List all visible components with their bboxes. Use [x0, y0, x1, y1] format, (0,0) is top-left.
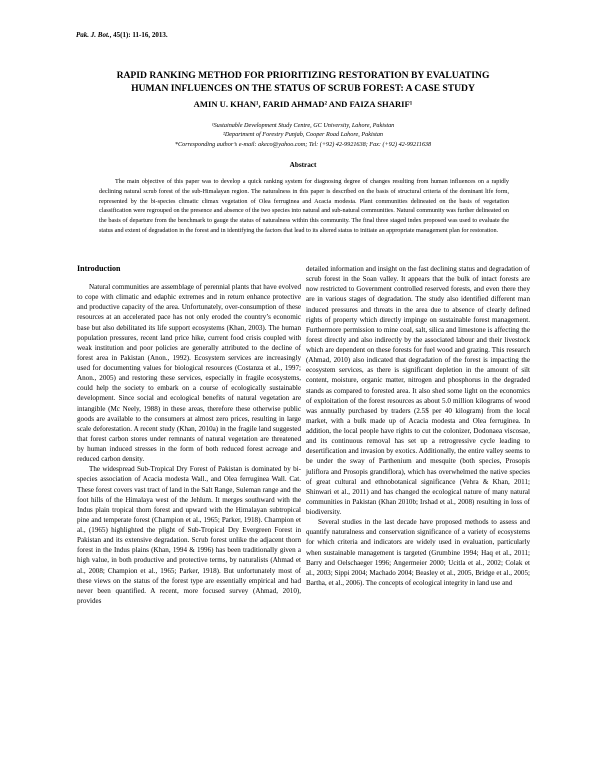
- abstract-body: The main objective of this paper was to develop a quick ranking system for diagnosing degree of changes resulting from human influences on a rapidly declining natural scrub forest of the sub-Himalayan region. The naturalness in this paper is described on the basis of structural criteria of the dominant life form, represented by the bi-species climatic climax vegetation of Olea ferruginea and Acacia modesta. Plant communities delineated on the basis of vegetation classification were regrouped on the presence and absence of the two species into natural and sub-natural communities. Natural community was further delineated on the basis of departure from the benchmark to gauge the status of naturalness within this community. The final three staged index proposed was used to evaluate the status and extent of degradation in the forest and in identifying the factors that lead to its altered status to initiate an appropriate management plan for restoration.: [99, 178, 509, 234]
- journal-volume: , 45(1): 11-16, 2013.: [109, 31, 168, 39]
- affiliation-2: ²Department of Forestry Punjab, Cooper Road Lahore, Pakistan: [222, 131, 384, 139]
- paper-title: [70, 70, 536, 95]
- introduction-heading: Introduction: [77, 264, 121, 273]
- body-paragraph: Several studies in the last decade have proposed methods to assess and quantify naturalness and conservation significance of a variety of ecosystems for which criteria and indicators are widely used in evaluation, particularly when sustainable management is targeted (Grumbine 1994; Haq et al., 2011; Barry and Oelschaeger 1996; Angermeier 2000; Ucitla et al., 2002; Colak et al., 2003; Sippi 2004; Machado 2004; Beasley et al., 2005, Bridge et al., 2005; Bartha, et al., 2006). The concepts of ecological integrity in land use and: [306, 518, 530, 587]
- abstract-heading: Abstract: [289, 161, 317, 169]
- corresponding-author: *Corresponding author’s e-mail: akeco@yahoo.com; Tel: (+92) 42-9921638; Fax: (+92) 42-99211638: [174, 140, 432, 148]
- affiliation-1: ¹Sustainable Development Study Centre, GC University, Lahore, Pakistan: [211, 122, 395, 129]
- journal-name: Pak. J. Bot.: [76, 31, 110, 39]
- title-line-1: RAPID RANKING METHOD FOR PRIORITIZING RESTORATION BY EVALUATING: [116, 70, 490, 81]
- right-column: [306, 264, 530, 588]
- body-paragraph: detailed information and insight on the fast declining status and degradation of scrub forest in the Soan valley. It appears that the bulk of intact forests are now restricted to Government controlled reserved forests, and even there they are in various stages of degradation. The study also identified different man induced pressures and threats in the area due to absence of clearly defined rights of property which directly impinge on sustainable forest management. Furthermore permission to mine coal, salt, silica and limestone is affecting the forest directly and also indirectly by the associated labour and their livestock which are dependent on these forests for fuel wood and grazing. This research (Ahmad, 2010) also indicated that degradation of the forest is impacting the ecosystem services, as there is significant depletion in the amount of silt content, moisture, organic matter, nitrogen and phosphorus in the degraded stands as compared to forested area. It also shed some light on the economics of exploitation of the forest resources as about 5.0 million kilograms of wood was annually purchased by traders (2.5$ per 40 kilogram) from the local market, with a bulk made up of Acacia modesta and Olea ferruginea. In addition, the local people have rights to cut the colonizer, Dodonaea viscosae, and its continuous removal has set up a retrogressive cycle leading to desertification and invasion by exotics. Additionally, the entire valley seems to be under the sway of Parthenium and mesquite (both species, Prosopis juliflora and Prosopis grandiflora), which has overwhelmed the native species of great cultural and ethnobotanical significance (Vehra & Khan, 2011; Shinwari et al., 2011) and has changed the ecological nature of many natural communities in Pakistan (Khan 2010b; Irshad et al., 2008) resulting in loss of biodiversity.: [306, 265, 530, 516]
- author-list: AMIN U. KHAN¹, FARID AHMAD² AND FAIZA SHARIF¹: [193, 99, 413, 109]
- title-line-2: HUMAN INFLUENCES ON THE STATUS OF SCRUB FOREST: A CASE STUDY: [131, 82, 475, 94]
- journal-citation: [76, 31, 168, 39]
- affiliations: [70, 121, 536, 149]
- left-column: [77, 282, 301, 606]
- body-paragraph: Natural communities are assemblage of perennial plants that have evolved to cope with climatic and edaphic extremes and in return enhance protective and productive capacity of the area. Unfortunately, over-consumption of these resources at an accelerated pace has not only eroded the country’s economic base but also debilitated its life support ecosystems (Khan, 2003). The human population pressures, recent land price hike, current food crisis coupled with weak institution and poor policies are generally attributed to the decline of forest area in Pakistan (Anon., 1992). Ecosystem services are increasingly used for documenting values for biological resources (Costanza et al., 1997; Anon., 2005) and restoring these services, especially in fragile ecosystems, could help the society to embark on a course of ecologically sustainable development. Since social and ecological benefits of natural vegetation are intangible (Mc Neely, 1988) in these areas, therefore these otherwise public goods are available to the consumers at almost zero prices, resulting in large scale deforestation. A recent study (Khan, 2010a) in the fragile land suggested that forest carbon stores under remnants of natural vegetation are threatened by human induced stresses in the form of both reduced forest acreage and reduced carbon density.: [77, 283, 301, 464]
- body-paragraph: The widespread Sub-Tropical Dry Forest of Pakistan is dominated by bi-species association of Acacia modesta Wall., and Olea ferruginea Wall. Cat. These forest covers vast tract of land in the Salt Range, Suleman range and the foot hills of the Himalaya west of the Jehlum. It merges southward with the Indus plain tropical thorn forest and upward with the Himalayan subtropical pine and temperate forest (Champion et al., 1965; Parker, 1918). Champion et al., (1965) highlighted the plight of Sub-Tropical Dry Evergreen Forest in Pakistan and its extensive degradation. Scrub forest unlike the adjacent thorn forest in the Indus plains (Khan, 1994 & 1996) has been traditionally given a high value, in both productive and protective terms, by naturalists (Ahmad et al., 2008; Champion et al., 1965; Parker, 1918). But unfortunately most of these views on the status of the forest type are essentially empirical and had never been quantified. A recent, more focused survey (Ahmad, 2010), provides: [77, 465, 301, 605]
